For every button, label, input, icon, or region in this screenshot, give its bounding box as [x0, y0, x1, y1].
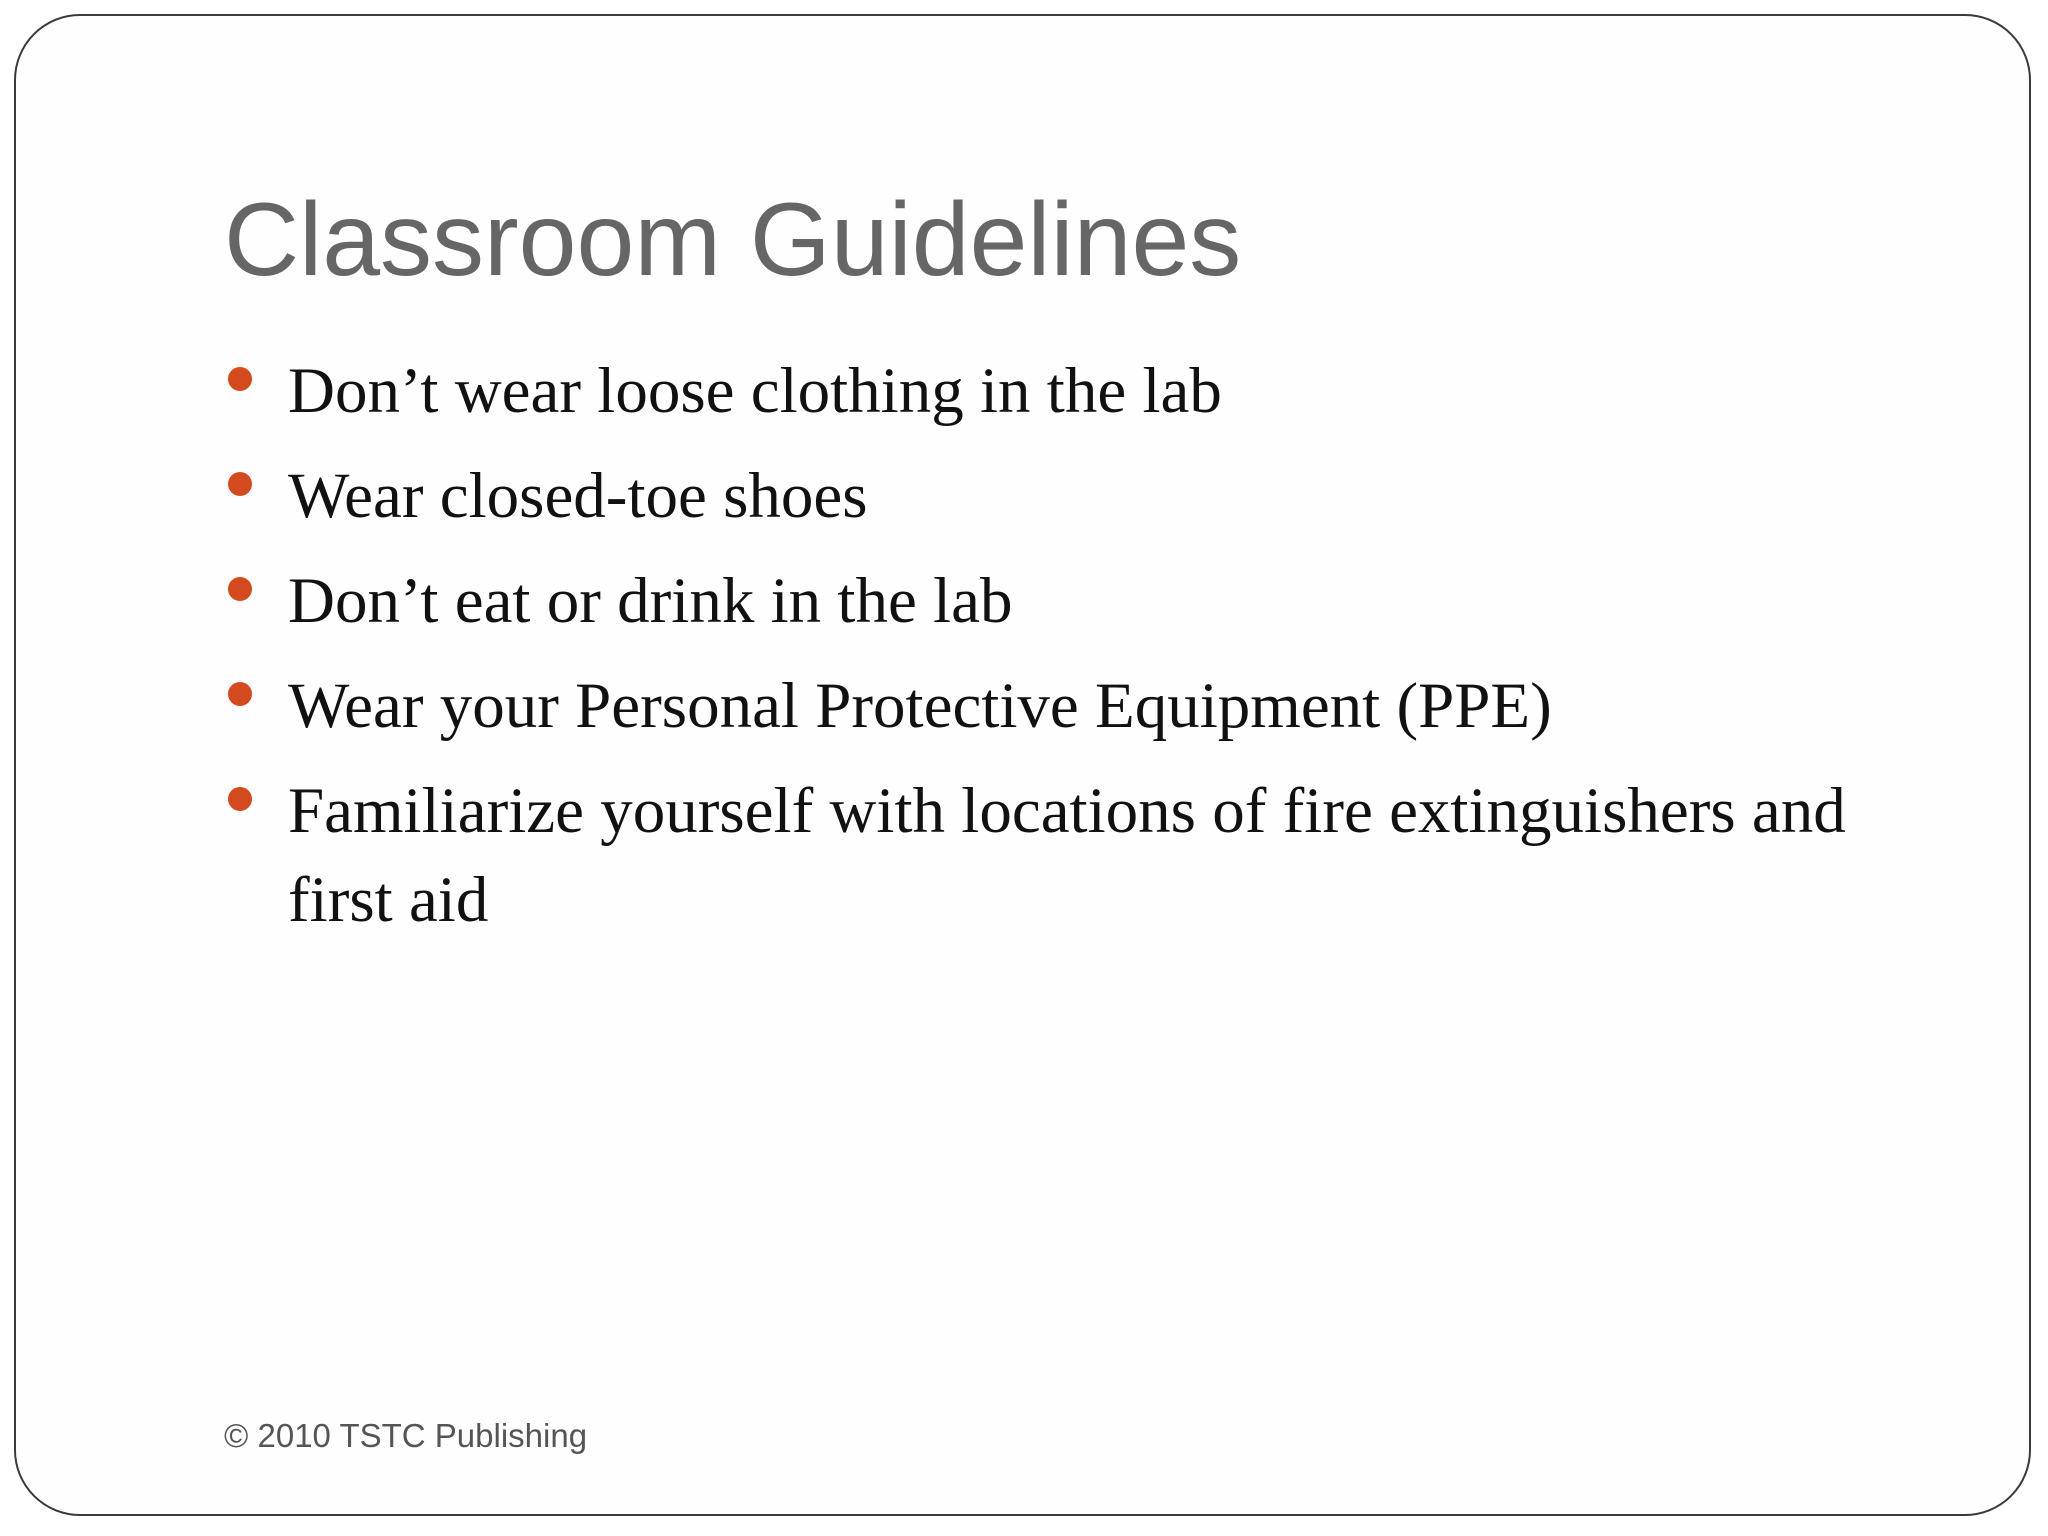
- bullet-item: [225, 557, 1905, 646]
- bullet-text: Familiarize yourself with locations of fire extinguishers and first aid: [288, 775, 1846, 936]
- bullet-dot-icon: [228, 682, 252, 706]
- bullet-item: [225, 662, 1905, 751]
- bullet-item: [225, 347, 1905, 436]
- bullet-list: [225, 347, 1905, 961]
- copyright-footer: © 2010 TSTC Publishing: [224, 1417, 588, 1454]
- bullet-dot-icon: [228, 472, 252, 496]
- bullet-dot-icon: [228, 577, 252, 601]
- bullet-text: Don’t eat or drink in the lab: [288, 565, 1013, 637]
- bullet-dot-icon: [228, 367, 252, 391]
- bullet-text: Wear closed-toe shoes: [288, 460, 868, 532]
- slide-title: Classroom Guidelines: [224, 182, 1242, 298]
- bullet-item: [225, 767, 1905, 945]
- bullet-text: Wear your Personal Protective Equipment (PPE): [288, 670, 1552, 742]
- bullet-item: [225, 452, 1905, 541]
- bullet-text: Don’t wear loose clothing in the lab: [288, 355, 1222, 427]
- bullet-dot-icon: [228, 787, 252, 811]
